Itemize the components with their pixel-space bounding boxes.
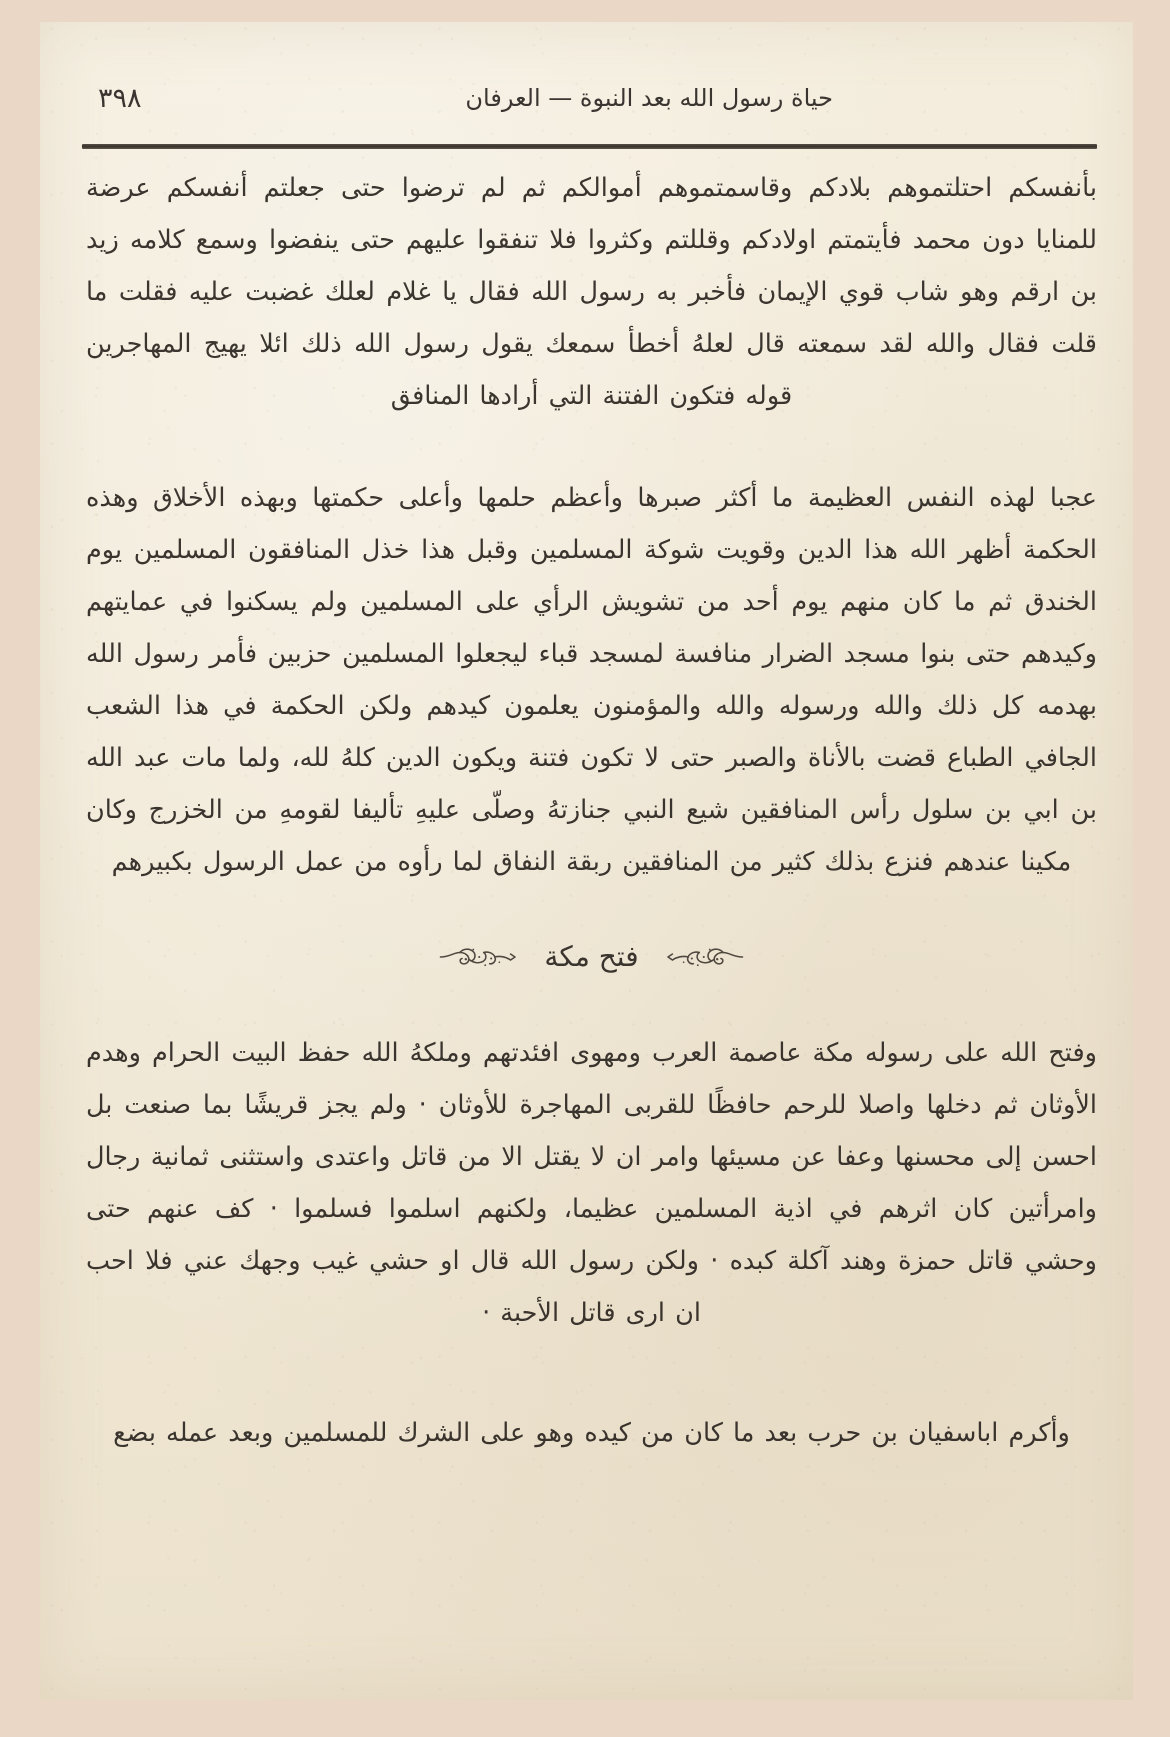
book-page — [40, 22, 1133, 1700]
floral-ornament-left-icon — [436, 942, 518, 972]
page-number: ٣٩٨ — [98, 82, 142, 114]
text-column — [86, 162, 1097, 1680]
running-head-title: حياة رسول الله بعد النبوة — العرفان — [465, 84, 833, 112]
paragraph-reflection: عجبا لهذه النفس العظيمة ما أكثر صبرها وأعظم حلمها وأعلى حكمتها وبهذه الأخلاق وهذه الحكمة أظهر الله هذا الدين وقويت شوكة المسلمين وقبل هذا خذل المنافقون المسلمين يوم الخندق ثم ما كان منهم يوم أحد من تشويش الرأي على المسلمين ولم يسكنوا في عمايتهم وكيدهم حتى بنوا مسجد الضرار منافسة لمسجد قباء ليجعلوا المسلمين حزبين فأمر رسول الله بهدمه كل ذلك والله ورسوله والله والمؤمنون يعلمون كيدهم ولكن الحكمة في هذا الشعب الجافي الطباع قضت بالأناة والصبر حتى لا تكون فتنة ويكون الدين كلهُ لله، ولما مات عبد الله بن ابي بن سلول رأس المنافقين شيع النبي جنازتهُ وصلّى عليهِ تأليفا لقومهِ من الخزرج وكان مكينا عندهم فنزع بذلك كثير من المنافقين ربقة النفاق لما رأوه من عمل الرسول بكبيرهم — [86, 483, 1097, 877]
section-heading-label: فتح مكة — [544, 940, 639, 973]
paragraph-conquest-of-mecca: وفتح الله على رسوله مكة عاصمة العرب ومهوى افئدتهم وملكهُ الله حفظ البيت الحرام وهدم الأوثان ثم دخلها واصلا للرحم حافظًا للقربى المهاجرة للأوثان · ولم يجز قريشًا بما صنعت بل احسن إلى محسنها وعفا عن مسيئها وامر ان لا يقتل الا من قاتل واعتدى واستثنى ثمانية رجال وامرأتين كان اثرهم في اذية المسلمين عظيما، ولكنهم اسلموا فسلموا · كف عنهم حتى وحشي قاتل حمزة وهند آكلة كبده · ولكن رسول الله قال او حشي غيب وجهك عني فلا احب ان ارى قاتل الأحبة · — [86, 1038, 1097, 1328]
header-divider-rule — [82, 144, 1097, 149]
running-head — [78, 70, 1103, 126]
paragraph-spacer — [86, 430, 1097, 472]
section-heading — [86, 940, 1097, 973]
paragraph-abu-sufyan: وأكرم اباسفيان بن حرب بعد ما كان من كيده وهو على الشرك للمسلمين وبعد عمله بضع — [113, 1418, 1070, 1448]
paragraph-spacer-bottom — [86, 1347, 1097, 1407]
paragraph-continuation: بأنفسكم احتلتموهم بلادكم وقاسمتموهم أموالكم ثم لم ترضوا حتى جعلتم أنفسكم عرضة للمنايا دون محمد فأيتمتم اولادكم وقللتم وكثروا فلا تنفقوا عليهم حتى ينفضوا وسمع كلامه زيد بن ارقم وهو شاب قوي الإيمان فأخبر به رسول الله فقال يا غلام لعلك غضبت عليه فقلت ما قلت فقال والله لقد سمعته قال لعلهُ أخطأ سمعك يقول رسول الله ذلك ائلا يهيج المهاجرين قوله فتكون الفتنة التي أرادها المنافق — [86, 173, 1097, 411]
floral-ornament-right-icon — [665, 942, 747, 972]
